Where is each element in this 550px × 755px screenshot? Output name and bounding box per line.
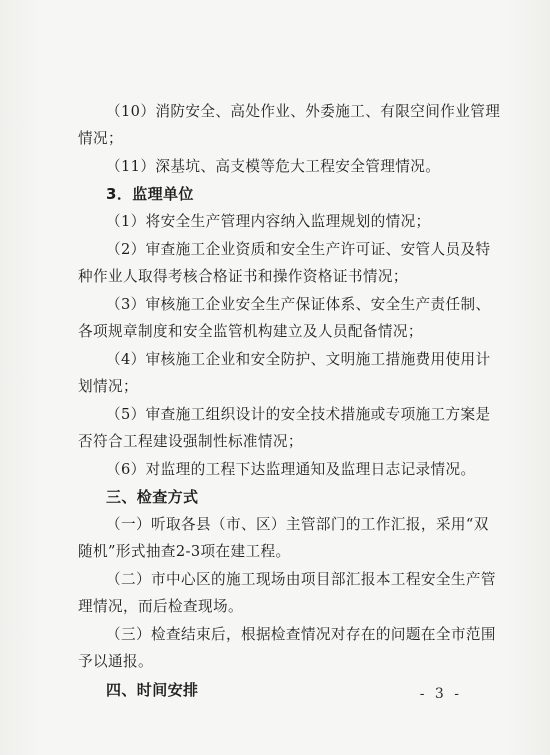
paragraph-line: 种作业人取得考核合格证书和操作资格证书情况； (78, 268, 408, 285)
paragraph-line: （5）审查施工组织设计的安全技术措施或专项施工方案是 (106, 406, 491, 423)
paragraph-line: （三）检查结束后，根据检查情况对存在的问题在全市范围 (106, 626, 496, 643)
paragraph-line: 情况； (78, 130, 123, 147)
section-heading: 四、时间安排 (106, 681, 199, 699)
paragraph-line: （6）对监理的工程下达监理通知及监理日志记录情况。 (106, 461, 476, 478)
paragraph-line: （10）消防安全、高处作业、外委施工、有限空间作业管理 (106, 103, 501, 120)
paragraph-line: 划情况； (78, 378, 138, 395)
paragraph-line: （一）听取各县（市、区）主管部门的工作汇报，采用“双 (106, 516, 489, 533)
paragraph-line: 否符合工程建设强制性标准情况； (78, 433, 303, 450)
page-number: - 3 - (419, 686, 462, 702)
paragraph-line: 予以通报。 (78, 653, 153, 670)
paragraph-line: （1）将安全生产管理内容纳入监理规划的情况； (106, 213, 431, 230)
section-heading: 3．监理单位 (106, 185, 194, 203)
paragraph-line: 理情况，而后检查现场。 (78, 598, 243, 615)
paragraph-line: 随机”形式抽查2-3项在建工程。 (78, 543, 291, 560)
paragraph-line: （11）深基坑、高支模等危大工程安全管理情况。 (106, 158, 441, 175)
paragraph-line: （2）审查施工企业资质和安全生产许可证、安管人员及特 (106, 241, 491, 258)
paragraph-line: 各项规章制度和安全监管机构建立及人员配备情况； (78, 323, 423, 340)
paragraph-line: （二）市中心区的施工现场由项目部汇报本工程安全生产管 (106, 571, 496, 588)
section-heading: 三、检查方式 (106, 488, 199, 506)
paragraph-line: （3）审核施工企业安全生产保证体系、安全生产责任制、 (106, 296, 491, 313)
paragraph-line: （4）审核施工企业和安全防护、文明施工措施费用使用计 (106, 351, 491, 368)
